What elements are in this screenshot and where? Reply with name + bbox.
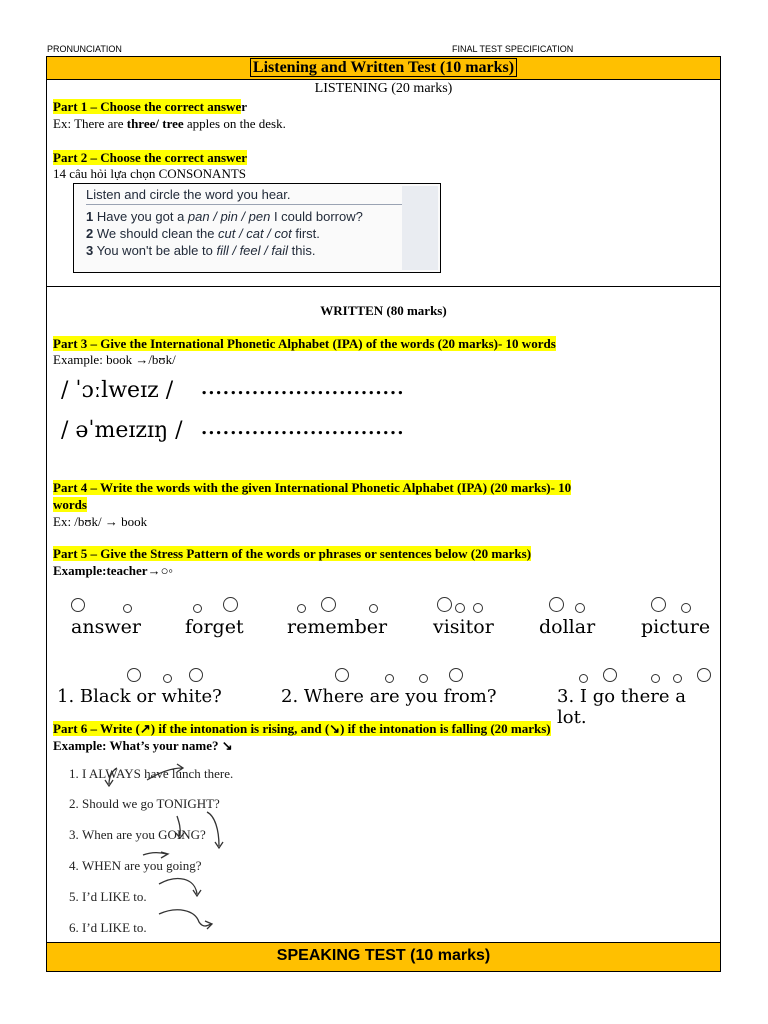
stress-word-remember: remember (287, 616, 388, 638)
part4-example: Ex: /bʊk/ → book (53, 514, 148, 529)
part2-title (53, 150, 247, 166)
item-text: When are you GOING? (82, 827, 206, 842)
part2-item-number: 1 (86, 209, 94, 224)
part1-example-bold: three/ tree (126, 116, 184, 131)
stress-strong-circle (189, 668, 203, 682)
item-number: 6. (69, 920, 79, 935)
part3-ipa-2 (61, 418, 183, 443)
stress-weak-circle (123, 604, 132, 613)
title-row (47, 57, 720, 80)
stress-weak-circle (575, 603, 585, 613)
part1-example (53, 116, 286, 132)
stress-sentence-3: 3. I go there a lot. (557, 686, 686, 728)
stress-strong-circle (449, 668, 463, 682)
part2-note: 14 câu hỏi lựa chọn CONSONANTS (53, 166, 247, 181)
item-number: 5. (69, 889, 79, 904)
ipa-transcription: / əˈmeɪzɪŋ / (61, 418, 183, 443)
part2-item-choices: cut / cat / cot (218, 226, 292, 241)
stress-strong-circle (71, 598, 85, 612)
arrow-fall-3a (177, 816, 180, 836)
item-number: 3. (69, 827, 79, 842)
stress-strong-circle (223, 597, 238, 612)
stress-word-answer: answer (71, 616, 141, 638)
header-right: FINAL TEST SPECIFICATION (452, 44, 574, 54)
arrowhead-4 (161, 852, 168, 858)
part4-title-line2: words (53, 497, 87, 512)
speaking-title: SPEAKING TEST (10 marks) (276, 947, 491, 964)
stress-weak-circle (369, 604, 378, 613)
part2-item-pre: Have you got a (96, 209, 188, 224)
stress-weak-circle (673, 674, 682, 683)
item-number: 4. (69, 858, 79, 873)
arrow-fall-3b (207, 812, 219, 846)
stress-strong-circle (127, 668, 141, 682)
part2-title-highlight: Part 2 – Choose the correct answer (53, 150, 247, 165)
header-left: PRONUNCIATION (47, 44, 122, 54)
part5-title-highlight: Part 5 – Give the Stress Pattern of the words or phrases or sentences below (20 marks) (53, 546, 532, 561)
speaking-row (47, 942, 720, 971)
written-heading: WRITTEN (80 marks) (320, 303, 447, 318)
part3-title (53, 336, 556, 352)
arrow-fall-1 (109, 768, 117, 784)
part2-item-number: 2 (86, 226, 94, 241)
stress-weak-circle (455, 603, 465, 613)
arrow-curve-5 (159, 879, 197, 894)
part2-item-choices: pan / pin / pen (187, 209, 271, 224)
stress-word-visitor: visitor (433, 616, 494, 638)
part4-title-line1: Part 4 – Write the words with the given International Phonetic Alphabet (IPA) (20 marks)- 10 (53, 480, 572, 495)
part2-item-3 (86, 242, 363, 259)
stress-weak-circle (193, 604, 202, 613)
part1-example-suffix: apples on the desk. (183, 116, 286, 131)
intonation-arrows (47, 756, 307, 942)
part6-title (53, 721, 551, 737)
stress-weak-circle (681, 603, 691, 613)
stress-strong-circle (651, 597, 666, 612)
stress-strong-circle (335, 668, 349, 682)
stress-strong-circle (603, 668, 617, 682)
stress-sentence-2: 2. Where are you from? (281, 686, 497, 707)
stress-weak-circle (651, 674, 660, 683)
part3-ipa-1 (61, 378, 173, 403)
part3-title-highlight: Part 3 – Give the International Phonetic Alphabet (IPA) of the words (20 marks)- 10 words (53, 336, 556, 351)
item-number: 2. (69, 796, 79, 811)
item-number: 1. (69, 766, 79, 781)
item-text: Should we go TONIGHT? (82, 796, 220, 811)
part2-image (73, 183, 441, 273)
item-text: I’d LIKE to. (82, 889, 147, 904)
written-section (47, 286, 720, 944)
item-text: I ALWAYS have lunch there. (82, 766, 234, 781)
part3-example: Example: book →/bʊk/ (53, 352, 176, 367)
part1-title-tail: r (241, 99, 247, 114)
stress-weak-circle (297, 604, 306, 613)
part2-item-post: I could borrow? (270, 209, 363, 224)
part1-title-highlight: Part 1 – Choose the correct answe (53, 99, 242, 114)
part2-items (86, 208, 363, 259)
spec-table (46, 56, 721, 972)
test-title: Listening and Written Test (10 marks) (250, 58, 517, 77)
part3-blank-1: ............................ (201, 378, 405, 399)
part2-item-number: 3 (86, 243, 94, 258)
item-text: WHEN are you going? (82, 858, 202, 873)
stress-sentence-1: 1. Black or white? (57, 686, 222, 707)
part5-title (53, 546, 531, 562)
stress-weak-circle (163, 674, 172, 683)
part5-example: Example:teacher→○◦ (53, 563, 174, 578)
stress-weak-circle (473, 603, 483, 613)
part2-item-pre: You won't be able to (96, 243, 217, 258)
part3-blank-2: ............................ (201, 418, 405, 439)
part2-scan-edge (402, 186, 438, 270)
part4-title (53, 479, 713, 513)
arrow-rise-1 (147, 768, 182, 780)
part2-item-1 (86, 208, 363, 225)
part6-example: Example: What’s your name? ↘ (53, 738, 233, 753)
stress-word-forget: forget (185, 616, 244, 638)
item-text: I’d LIKE to. (82, 920, 147, 935)
stress-strong-circle (321, 597, 336, 612)
part6-title-highlight: Part 6 – Write (↗) if the intonation is rising, and (↘) if the intonation is falling (20 marks) (53, 721, 551, 736)
listening-heading: LISTENING (20 marks) (314, 81, 453, 96)
part2-item-post: first. (291, 226, 320, 241)
part2-item-choices: fill / feel / fail (216, 243, 288, 258)
listening-section (47, 79, 720, 287)
part1-example-prefix: Ex: There are (53, 116, 127, 131)
stress-weak-circle (579, 674, 588, 683)
part2-item-2 (86, 225, 363, 242)
stress-weak-circle (419, 674, 428, 683)
stress-weak-circle (385, 674, 394, 683)
stress-strong-circle (437, 597, 452, 612)
stress-word-dollar: dollar (539, 616, 596, 638)
ipa-transcription: / ˈɔːlweɪz / (61, 378, 174, 403)
stress-word-picture: picture (641, 616, 711, 638)
part1-title (53, 99, 247, 115)
part2-rule (86, 204, 402, 205)
stress-strong-circle (549, 597, 564, 612)
part2-instruction: Listen and circle the word you hear. (86, 187, 291, 202)
arrow-curve-6 (159, 910, 211, 926)
part2-item-pre: We should clean the (96, 226, 219, 241)
part2-item-post: this. (287, 243, 316, 258)
stress-strong-circle (697, 668, 711, 682)
